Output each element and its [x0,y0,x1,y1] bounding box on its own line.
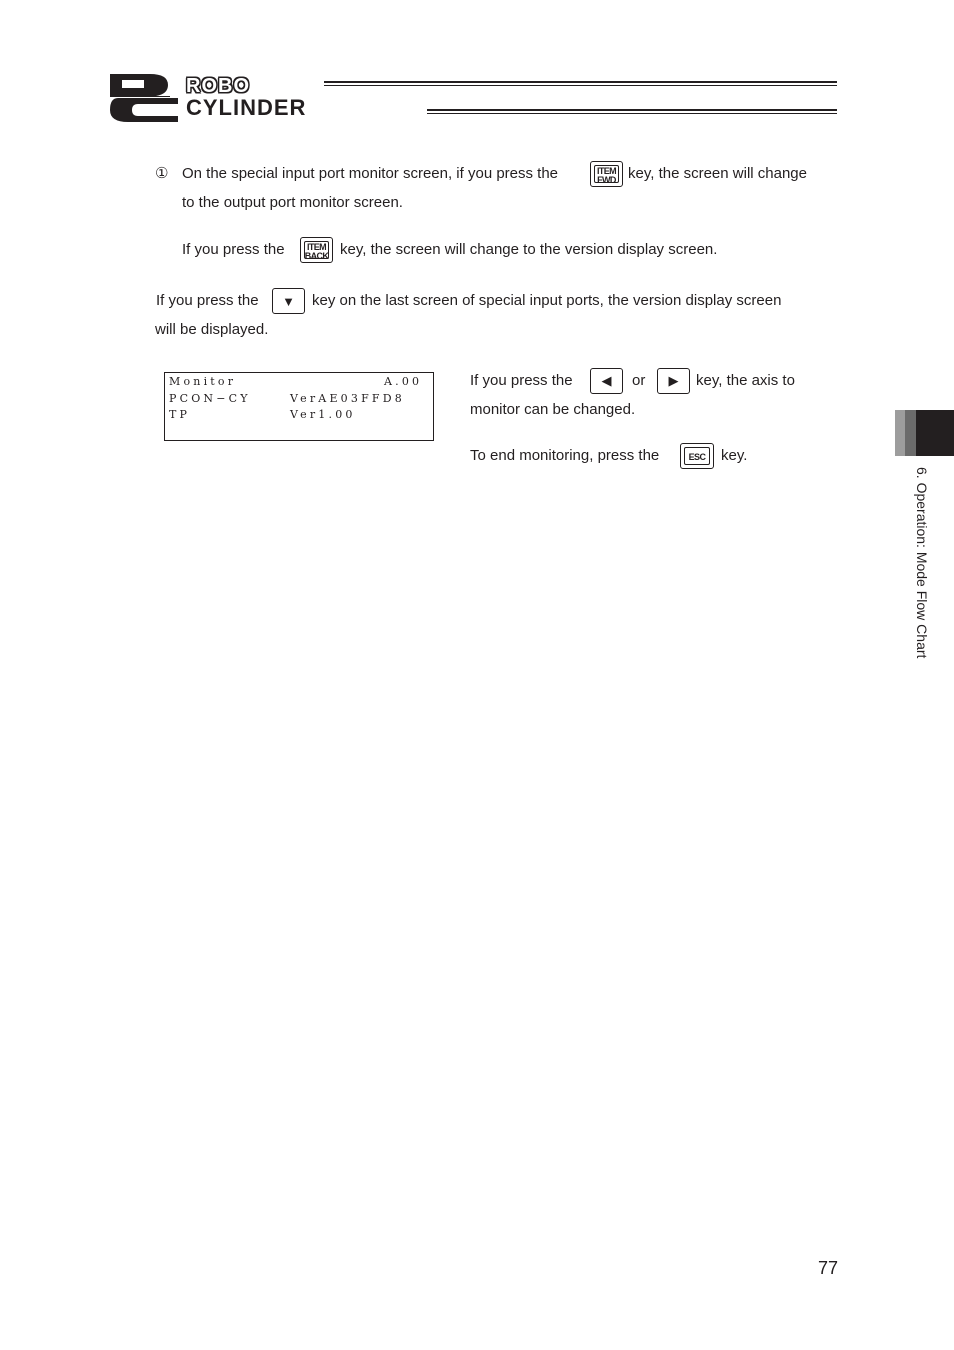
side-tab-stripe-mid [905,410,916,456]
lcd-row1-left: Monitor [169,375,237,388]
para4-line2: monitor can be changed. [470,401,636,418]
para4-part-a: If you press the [470,372,573,389]
para3-line2: will be displayed. [155,321,269,338]
para1-line1-b: key, the screen will change [628,165,807,182]
para3-line1-a: If you press the [156,292,259,309]
header-rule-bottom [427,109,837,114]
right-arrow-icon: ▶ [668,373,679,388]
page-number: 77 [818,1258,839,1278]
side-tab-block [916,410,954,456]
para3-line1-b: key on the last screen of special input ports, the version display screen [312,292,782,309]
item-fwd-key-label-line2: FWD [597,175,616,185]
side-tab-stripe-light [895,410,905,456]
logo-word-robo: ROBO [186,75,250,97]
lcd-row2-left: PCON−CY [169,392,251,405]
para4-part-b: key, the axis to [696,372,795,389]
rc-logo-mark-icon [108,72,182,122]
circled-number-marker: ① [155,165,169,182]
para1-line2: to the output port monitor screen. [182,194,403,211]
esc-key [680,443,714,469]
left-arrow-key [590,368,623,394]
item-fwd-key-label-line1: ITEM [596,166,617,176]
robo-cylinder-logo [108,72,838,124]
logo-word-cylinder: CYLINDER [186,95,307,120]
para5-part-a: To end monitoring, press the [470,447,660,464]
para2-part-a: If you press the [182,241,285,258]
side-tab-chapter-label: 6. Operation: Mode Flow Chart [914,467,930,659]
lcd-row3-left: TP [169,408,191,421]
para5-part-b: key. [721,447,748,464]
header-rule-top [324,81,837,86]
item-back-key [300,237,333,263]
lcd-row2-right: VerAE03FFD8 [290,392,405,405]
item-back-key-label-line2: BACK [304,251,329,261]
item-back-key-label-line1: ITEM [306,242,327,252]
esc-key-label: ESC [688,452,706,462]
lcd-row1-right: A.00 [384,375,423,388]
left-arrow-icon: ◀ [601,373,612,388]
para1-line1-a: On the special input port monitor screen, if you press the [182,165,559,182]
lcd-display [164,372,434,441]
para4-or: or [632,372,646,389]
para2-part-b: key, the screen will change to the version display screen. [340,241,718,258]
down-arrow-icon: ▼ [282,293,295,309]
down-arrow-key [272,288,305,314]
item-fwd-key [590,161,623,187]
lcd-row3-right: Ver1.00 [290,408,356,421]
right-arrow-key [657,368,690,394]
